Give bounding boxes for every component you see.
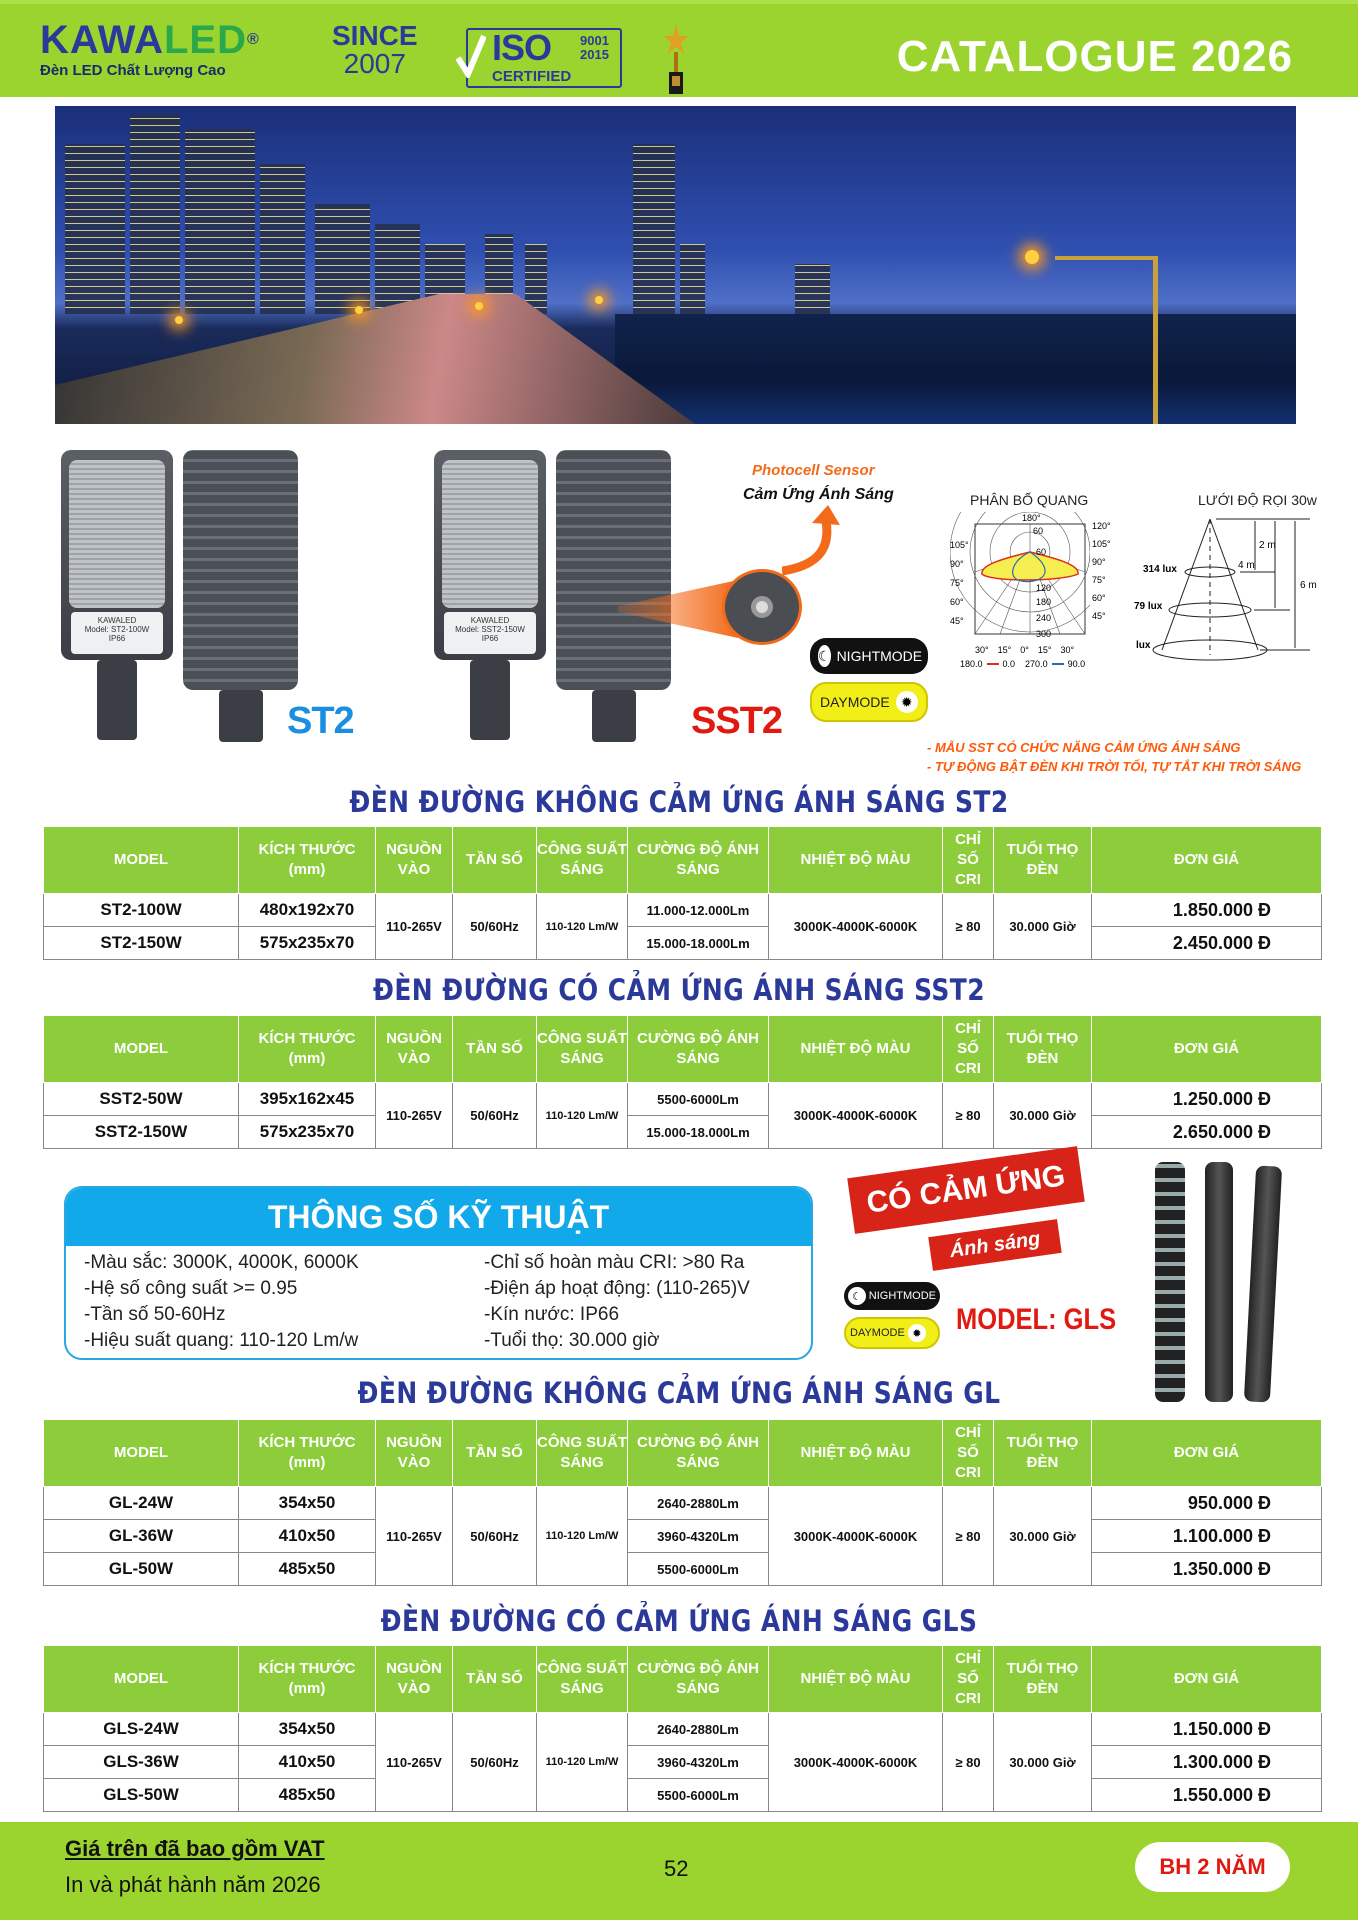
column-header: TẦN SỐ <box>453 1420 537 1487</box>
angle-label: 75° <box>950 578 964 588</box>
model-cell: SST2-150W <box>44 1116 239 1149</box>
angle-label: 0° <box>1020 645 1029 655</box>
price-cell: 2.650.000 Đ <box>1092 1116 1322 1149</box>
column-header: CƯỜNG ĐỘ ÁNH SÁNG <box>628 1016 769 1083</box>
column-header: TUỔI THỌ ĐÈN <box>994 827 1092 894</box>
lux-label-2: 79 lux <box>1134 601 1163 612</box>
spec-table-gl <box>43 1419 1322 1586</box>
since-badge <box>332 22 418 78</box>
specs-title: THÔNG SỐ KỸ THUẬT <box>66 1188 811 1246</box>
sensor-title: Photocell Sensor <box>752 462 875 479</box>
feature-note: - MẪU SST CÓ CHỨC NĂNG CẢM ỨNG ÁNH SÁNG <box>927 740 1241 755</box>
frequency-cell: 50/60Hz <box>453 894 537 960</box>
section-title-sst2: ĐÈN ĐƯỜNG CÓ CẢM ỨNG ÁNH SÁNG SST2 <box>372 973 985 1007</box>
polar-bottom-angles <box>975 645 1074 655</box>
table-row <box>44 1713 1322 1746</box>
column-header: NHIỆT ĐỘ MÀU <box>769 1016 943 1083</box>
lumen-cell: 11.000-12.000Lm <box>628 894 769 927</box>
column-header: NHIỆT ĐỘ MÀU <box>769 1646 943 1713</box>
spec-table-gls <box>43 1645 1322 1812</box>
legend-swatch-red <box>987 663 999 665</box>
column-header: ĐƠN GIÁ <box>1092 1646 1322 1713</box>
column-header: CƯỜNG ĐỘ ÁNH SÁNG <box>628 1420 769 1487</box>
legend-label: 90.0 <box>1067 659 1086 669</box>
lumen-cell: 5500-6000Lm <box>628 1083 769 1116</box>
gls-model-label: MODEL: GLS <box>956 1303 1117 1336</box>
print-note: In và phát hành năm 2026 <box>65 1872 321 1897</box>
brand-name-a: KAWA <box>40 18 164 62</box>
section-title-gl: ĐÈN ĐƯỜNG KHÔNG CẢM ỨNG ÁNH SÁNG GL <box>357 1376 1001 1410</box>
lifetime-cell: 30.000 Giờ <box>994 1713 1092 1812</box>
cct-cell: 3000K-4000K-6000K <box>769 1487 943 1586</box>
cct-cell: 3000K-4000K-6000K <box>769 1083 943 1149</box>
size-cell: 354x50 <box>239 1713 376 1746</box>
polar-left-angles <box>950 536 969 631</box>
specs-right-column <box>484 1250 750 1354</box>
spec-table-st2 <box>43 826 1322 960</box>
nightmode-badge <box>810 638 928 674</box>
lamp-ip-label: IP66 <box>481 634 499 643</box>
column-header: MODEL <box>44 1646 239 1713</box>
spec-item: -Hiệu suất quang: 110-120 Lm/w <box>84 1330 359 1351</box>
header-bar <box>0 0 1358 97</box>
iso-badge <box>466 28 622 88</box>
angle-label: 90° <box>1092 557 1106 567</box>
feature-note: - TỰ ĐỘNG BẬT ĐÈN KHI TRỜI TỐI, TỰ TẮT KHI TRỜI SÁNG <box>927 759 1302 774</box>
angle-label: 45° <box>1092 611 1106 621</box>
photocell-sensor-image <box>722 569 802 645</box>
catalogue-title: CATALOGUE 2026 <box>896 32 1293 81</box>
efficacy-cell: 110-120 Lm/W <box>537 894 628 960</box>
column-header: KÍCH THƯỚC (mm) <box>239 1646 376 1713</box>
lamp-model-label: Model: ST2-100W <box>84 625 150 634</box>
model-cell: GLS-36W <box>44 1746 239 1779</box>
iso-certified: CERTIFIED <box>492 68 572 85</box>
spec-item: -Điện áp hoạt động: (110-265)V <box>484 1278 750 1299</box>
iso-number-1: 9001 <box>580 33 609 48</box>
frequency-cell: 50/60Hz <box>453 1083 537 1149</box>
lumen-cell: 5500-6000Lm <box>628 1779 769 1812</box>
model-cell: GL-24W <box>44 1487 239 1520</box>
column-header: ĐƠN GIÁ <box>1092 827 1322 894</box>
cri-cell: ≥ 80 <box>943 1487 994 1586</box>
moon-icon: ☾ <box>848 1287 866 1305</box>
lumen-cell: 2640-2880Lm <box>628 1487 769 1520</box>
size-cell: 575x235x70 <box>239 1116 376 1149</box>
footer-bar <box>0 1822 1358 1920</box>
arrow-up-icon <box>782 505 842 575</box>
size-cell: 395x162x45 <box>239 1083 376 1116</box>
since-year: 2007 <box>343 48 406 79</box>
column-header: MODEL <box>44 1420 239 1487</box>
brand-tagline: Đèn LED Chất Lượng Cao <box>40 62 226 79</box>
technical-specs-box <box>64 1186 813 1360</box>
distance-label-2: 4 m <box>1238 560 1255 571</box>
price-cell: 1.150.000 Đ <box>1092 1713 1322 1746</box>
column-header: CÔNG SUẤT SÁNG <box>537 1420 628 1487</box>
radial-label: 240 <box>1036 613 1052 623</box>
angle-label: 15° <box>997 645 1012 655</box>
cct-cell: 3000K-4000K-6000K <box>769 1713 943 1812</box>
radial-label: 180 <box>1036 597 1052 607</box>
sun-icon: ✹ <box>908 1324 926 1342</box>
spec-item: -Hệ số công suất >= 0.95 <box>84 1278 298 1299</box>
page-number: 52 <box>664 1856 689 1881</box>
price-cell: 1.550.000 Đ <box>1092 1779 1322 1812</box>
angle-label: 60° <box>1092 593 1106 603</box>
cri-cell: ≥ 80 <box>943 1083 994 1149</box>
radial-label: 60 <box>1033 526 1044 536</box>
cct-cell: 3000K-4000K-6000K <box>769 894 943 960</box>
column-header: CHỈ SỐ CRI <box>943 1420 994 1487</box>
spec-item: -Chỉ số hoàn màu CRI: >80 Ra <box>484 1252 745 1273</box>
column-header: TUỔI THỌ ĐÈN <box>994 1016 1092 1083</box>
angle-label: 45° <box>950 616 964 626</box>
column-header: ĐƠN GIÁ <box>1092 1016 1322 1083</box>
price-cell: 1.250.000 Đ <box>1092 1083 1322 1116</box>
ribbon-text: CÓ CẢM ỨNG <box>847 1146 1085 1234</box>
size-cell: 410x50 <box>239 1520 376 1553</box>
cri-cell: ≥ 80 <box>943 1713 994 1812</box>
table-header-row <box>44 827 1322 894</box>
distance-label-3: 6 m <box>1300 580 1317 591</box>
spec-item: -Tần số 50-60Hz <box>84 1304 226 1325</box>
daymode-label: DAYMODE <box>820 694 890 710</box>
size-cell: 485x50 <box>239 1553 376 1586</box>
polar-top-label: 180° <box>1022 513 1041 523</box>
table-row <box>44 1779 1322 1812</box>
column-header: KÍCH THƯỚC (mm) <box>239 1420 376 1487</box>
column-header: ĐƠN GIÁ <box>1092 1420 1322 1487</box>
column-header: KÍCH THƯỚC (mm) <box>239 827 376 894</box>
table-row <box>44 1116 1322 1149</box>
price-cell: 950.000 Đ <box>1092 1487 1322 1520</box>
column-header: TUỔI THỌ ĐÈN <box>994 1420 1092 1487</box>
specs-left-column <box>84 1250 359 1354</box>
nightmode-label: NIGHTMODE <box>836 648 923 664</box>
section-title-st2: ĐÈN ĐƯỜNG KHÔNG CẢM ỨNG ÁNH SÁNG ST2 <box>349 785 1009 819</box>
column-header: NGUỒN VÀO <box>376 1420 453 1487</box>
section-title-gls: ĐÈN ĐƯỜNG CÓ CẢM ỨNG ÁNH SÁNG GLS <box>380 1604 978 1638</box>
lumen-cell: 15.000-18.000Lm <box>628 1116 769 1149</box>
registered-mark: ® <box>247 31 260 48</box>
hero-city-night-image <box>55 106 1296 424</box>
iso-label: ISO <box>492 27 552 68</box>
voltage-cell: 110-265V <box>376 1713 453 1812</box>
angle-label: 120° <box>1092 521 1111 531</box>
trophy-icon <box>664 24 688 98</box>
gls-product-image <box>1150 1162 1284 1406</box>
angle-label: 30° <box>1060 645 1075 655</box>
gls-nightmode-badge <box>844 1282 940 1310</box>
spec-table-sst2 <box>43 1015 1322 1149</box>
vat-note: Giá trên đã bao gồm VAT <box>65 1836 325 1861</box>
lamp-model-label: Model: SST2-150W <box>455 625 525 634</box>
daymode-label: DAYMODE <box>850 1327 905 1339</box>
column-header: MODEL <box>44 827 239 894</box>
lifetime-cell: 30.000 Giờ <box>994 894 1092 960</box>
polar-title: PHÂN BỐ QUANG <box>970 492 1089 508</box>
column-header: TẦN SỐ <box>453 1016 537 1083</box>
ribbon-subtext: Ánh sáng <box>928 1219 1061 1271</box>
brand-name-b: LED <box>164 18 247 62</box>
column-header: CHỈ SỐ CRI <box>943 827 994 894</box>
size-cell: 575x235x70 <box>239 927 376 960</box>
angle-label: 15° <box>1037 645 1052 655</box>
column-header: CƯỜNG ĐỘ ÁNH SÁNG <box>628 1646 769 1713</box>
lumen-cell: 15.000-18.000Lm <box>628 927 769 960</box>
model-cell: GL-50W <box>44 1553 239 1586</box>
legend-swatch-blue <box>1052 663 1064 665</box>
model-cell: ST2-100W <box>44 894 239 927</box>
voltage-cell: 110-265V <box>376 1487 453 1586</box>
table-row <box>44 1746 1322 1779</box>
size-cell: 410x50 <box>239 1746 376 1779</box>
column-header: CHỈ SỐ CRI <box>943 1016 994 1083</box>
gls-daymode-badge <box>844 1317 940 1349</box>
spec-item: -Kín nước: IP66 <box>484 1304 620 1325</box>
model-cell: ST2-150W <box>44 927 239 960</box>
since-label: SINCE <box>332 20 418 51</box>
table-header-row <box>44 1420 1322 1487</box>
cri-cell: ≥ 80 <box>943 894 994 960</box>
column-header: MODEL <box>44 1016 239 1083</box>
lamp-ip-label: IP66 <box>108 634 126 643</box>
daymode-badge <box>810 682 928 722</box>
lifetime-cell: 30.000 Giờ <box>994 1487 1092 1586</box>
sensor-ribbon <box>850 1159 1082 1278</box>
column-header: TẦN SỐ <box>453 827 537 894</box>
size-cell: 480x192x70 <box>239 894 376 927</box>
radial-label: 300 <box>1036 629 1052 639</box>
price-cell: 1.350.000 Đ <box>1092 1553 1322 1586</box>
lumen-cell: 3960-4320Lm <box>628 1520 769 1553</box>
lamp-brand-label: KAWALED <box>97 616 137 625</box>
lumen-cell: 3960-4320Lm <box>628 1746 769 1779</box>
price-cell: 2.450.000 Đ <box>1092 927 1322 960</box>
efficacy-cell: 110-120 Lm/W <box>537 1487 628 1586</box>
sensor-subtitle: Cảm Ứng Ánh Sáng <box>743 486 894 503</box>
angle-label: 30° <box>975 645 989 655</box>
column-header: CƯỜNG ĐỘ ÁNH SÁNG <box>628 827 769 894</box>
spec-item: -Tuổi thọ: 30.000 giờ <box>484 1330 660 1351</box>
price-cell: 1.100.000 Đ <box>1092 1520 1322 1553</box>
st2-product-image <box>61 450 301 745</box>
lux-label-1: 314 lux <box>1143 564 1177 575</box>
nightmode-label: NIGHTMODE <box>868 1290 936 1302</box>
table-row <box>44 894 1322 927</box>
model-cell: SST2-50W <box>44 1083 239 1116</box>
table-row <box>44 1520 1322 1553</box>
angle-label: 60° <box>950 597 964 607</box>
price-cell: 1.850.000 Đ <box>1092 894 1322 927</box>
brand-logo <box>40 20 260 60</box>
polar-right-angles <box>1092 517 1111 625</box>
column-header: CÔNG SUẤT SÁNG <box>537 827 628 894</box>
sst2-label: SST2 <box>691 700 783 742</box>
polar-legend <box>960 659 1085 669</box>
lifetime-cell: 30.000 Giờ <box>994 1083 1092 1149</box>
column-header: CÔNG SUẤT SÁNG <box>537 1646 628 1713</box>
cone-title: LƯỚI ĐỘ RỌI 30w <box>1198 492 1317 508</box>
angle-label: 75° <box>1092 575 1106 585</box>
model-cell: GLS-50W <box>44 1779 239 1812</box>
column-header: NHIỆT ĐỘ MÀU <box>769 827 943 894</box>
lumen-cell: 5500-6000Lm <box>628 1553 769 1586</box>
table-row <box>44 1487 1322 1520</box>
column-header: NGUỒN VÀO <box>376 1016 453 1083</box>
frequency-cell: 50/60Hz <box>453 1487 537 1586</box>
lux-label-3: lux <box>1136 640 1151 651</box>
model-cell: GL-36W <box>44 1520 239 1553</box>
distance-label-1: 2 m <box>1259 540 1276 551</box>
column-header: NGUỒN VÀO <box>376 827 453 894</box>
polar-distribution-chart <box>950 512 1090 644</box>
legend-label: 0.0 <box>1002 659 1016 669</box>
frequency-cell: 50/60Hz <box>453 1713 537 1812</box>
st2-label: ST2 <box>287 700 354 742</box>
illuminance-cone-diagram <box>1150 515 1358 670</box>
column-header: NGUỒN VÀO <box>376 1646 453 1713</box>
voltage-cell: 110-265V <box>376 1083 453 1149</box>
voltage-cell: 110-265V <box>376 894 453 960</box>
sun-icon: ✹ <box>896 691 918 713</box>
efficacy-cell: 110-120 Lm/W <box>537 1083 628 1149</box>
efficacy-cell: 110-120 Lm/W <box>537 1713 628 1812</box>
table-row <box>44 927 1322 960</box>
size-cell: 485x50 <box>239 1779 376 1812</box>
legend-label: 180.0 <box>960 659 983 669</box>
iso-number-2: 2015 <box>580 47 609 62</box>
column-header: NHIỆT ĐỘ MÀU <box>769 1420 943 1487</box>
spec-item: -Màu sắc: 3000K, 4000K, 6000K <box>84 1252 359 1273</box>
lumen-cell: 2640-2880Lm <box>628 1713 769 1746</box>
legend-label: 270.0 <box>1025 659 1048 669</box>
price-cell: 1.300.000 Đ <box>1092 1746 1322 1779</box>
radial-label: 120 <box>1036 583 1052 593</box>
lamp-brand-label: KAWALED <box>470 616 510 625</box>
column-header: TUỔI THỌ ĐÈN <box>994 1646 1092 1713</box>
radial-label: 60 <box>1036 547 1047 557</box>
iso-numbers <box>580 34 609 62</box>
table-header-row <box>44 1646 1322 1713</box>
table-header-row <box>44 1016 1322 1083</box>
column-header: TẦN SỐ <box>453 1646 537 1713</box>
sst2-product-image <box>434 450 674 745</box>
table-row <box>44 1553 1322 1586</box>
angle-label: 90° <box>950 559 964 569</box>
angle-label: 105° <box>950 540 969 550</box>
column-header: KÍCH THƯỚC (mm) <box>239 1016 376 1083</box>
column-header: CHỈ SỐ CRI <box>943 1646 994 1713</box>
check-icon <box>456 34 486 78</box>
size-cell: 354x50 <box>239 1487 376 1520</box>
moon-icon: ☾ <box>818 645 831 667</box>
table-row <box>44 1083 1322 1116</box>
column-header: CÔNG SUẤT SÁNG <box>537 1016 628 1083</box>
warranty-badge: BH 2 NĂM <box>1135 1842 1290 1892</box>
angle-label: 105° <box>1092 539 1111 549</box>
model-cell: GLS-24W <box>44 1713 239 1746</box>
